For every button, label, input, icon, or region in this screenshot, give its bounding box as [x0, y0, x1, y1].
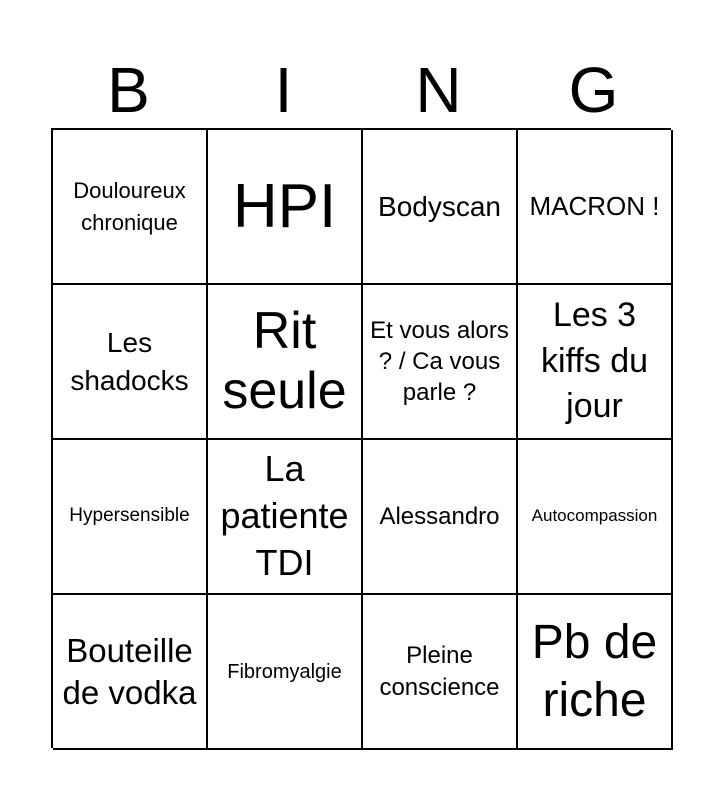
bingo-cell-text: Pleine conscience — [379, 642, 500, 701]
bingo-cell[interactable] — [53, 130, 208, 285]
bingo-cell[interactable] — [208, 595, 363, 750]
bingo-card-grid — [51, 128, 671, 748]
bingo-cell-text: Hypersensible — [69, 505, 190, 527]
bingo-cell-text: Autocompassion — [531, 506, 658, 526]
bingo-cell-text: La patiente TDI — [220, 448, 349, 583]
bingo-cell-text: Pb de riche — [531, 615, 658, 727]
bingo-cell-text: Douloureux chronique — [73, 177, 186, 235]
bingo-cell-text: Les shadocks — [70, 326, 189, 396]
bingo-cell-text: HPI — [232, 171, 337, 241]
bingo-cell-text: Et vous alors ? / Ca vous parle ? — [370, 316, 509, 407]
bingo-cell[interactable] — [363, 130, 518, 285]
bingo-cell[interactable] — [518, 130, 673, 285]
bingo-cell[interactable] — [363, 285, 518, 440]
header-letter-b: B — [107, 54, 150, 126]
bingo-cell[interactable] — [208, 285, 363, 440]
bingo-header — [51, 52, 671, 128]
bingo-cell[interactable] — [208, 440, 363, 595]
bingo-cell-text: Bodyscan — [378, 190, 501, 222]
bingo-cell-text: Rit seule — [222, 301, 347, 420]
header-letter-i: I — [274, 54, 293, 126]
bingo-cell[interactable] — [518, 285, 673, 440]
bingo-cell[interactable] — [518, 595, 673, 750]
bingo-cell-text: Les 3 kiffs du jour — [540, 295, 649, 426]
bingo-cell[interactable] — [363, 595, 518, 750]
bingo-cell[interactable] — [518, 440, 673, 595]
header-letter-n: N — [415, 54, 462, 126]
bingo-cell[interactable] — [53, 595, 208, 750]
bingo-cell-text: MACRON ! — [529, 190, 660, 221]
bingo-cell[interactable] — [363, 440, 518, 595]
bingo-cell-text: Fibromyalgie — [227, 660, 342, 683]
bingo-cell-text: Bouteille de vodka — [62, 631, 197, 711]
bingo-cell-text: Alessandro — [379, 502, 500, 530]
header-letter-g: G — [568, 54, 619, 126]
bingo-cell[interactable] — [53, 440, 208, 595]
bingo-cell[interactable] — [208, 130, 363, 285]
bingo-cell[interactable] — [53, 285, 208, 440]
